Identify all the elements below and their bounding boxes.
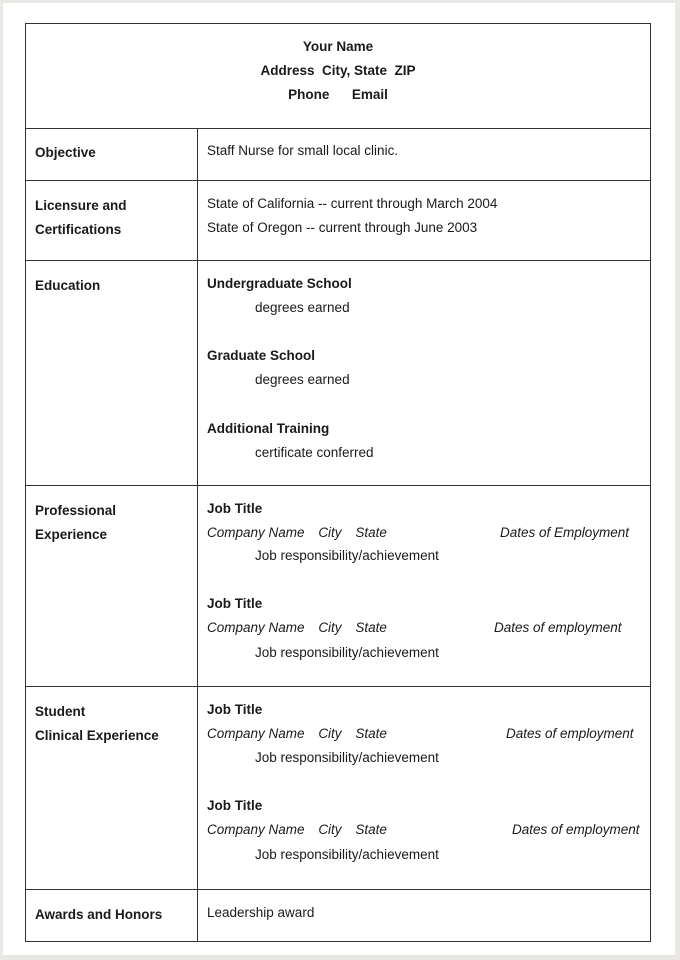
license-item: State of Oregon -- current through June 2003 bbox=[207, 220, 478, 235]
objective-label: Objective bbox=[26, 128, 198, 180]
company-name: Company Name bbox=[207, 620, 305, 635]
job-dates: Dates of employment bbox=[506, 726, 634, 741]
job-responsibility: Job responsibility/achievement bbox=[255, 847, 439, 862]
objective-text: Staff Nurse for small local clinic. bbox=[207, 143, 399, 158]
company-state: State bbox=[355, 726, 387, 741]
job-responsibility: Job responsibility/achievement bbox=[255, 750, 439, 765]
clinical-row bbox=[26, 687, 650, 890]
clinical-label-line2: Clinical Experience bbox=[35, 728, 159, 743]
education-title: Undergraduate School bbox=[207, 276, 352, 291]
professional-row bbox=[26, 486, 650, 687]
job-company-line bbox=[207, 820, 387, 840]
licensure-label-line2: Certifications bbox=[35, 222, 122, 237]
resume-page bbox=[3, 3, 675, 955]
licensure-label bbox=[26, 181, 198, 260]
company-city: City bbox=[318, 525, 342, 540]
resume-header bbox=[26, 24, 650, 129]
education-detail: degrees earned bbox=[255, 372, 350, 387]
professional-label-line1: Professional bbox=[35, 503, 117, 518]
objective-row bbox=[26, 128, 650, 181]
job-dates: Dates of employment bbox=[512, 822, 640, 837]
job-company-line bbox=[207, 724, 387, 744]
company-city: City bbox=[318, 620, 342, 635]
licensure-row bbox=[26, 181, 650, 261]
company-name: Company Name bbox=[207, 822, 305, 837]
job-dates: Dates of Employment bbox=[500, 525, 630, 540]
job-title: Job Title bbox=[207, 798, 263, 813]
education-label: Education bbox=[26, 261, 198, 485]
license-item: State of California -- current through March 2004 bbox=[207, 196, 498, 211]
professional-label bbox=[26, 486, 198, 686]
contact: Phone Email bbox=[288, 87, 388, 102]
address: Address City, State ZIP bbox=[260, 63, 416, 78]
awards-row bbox=[26, 890, 650, 941]
job-title: Job Title bbox=[207, 702, 263, 717]
resume-table bbox=[25, 23, 651, 942]
education-title: Graduate School bbox=[207, 348, 316, 363]
company-state: State bbox=[355, 620, 387, 635]
awards-text: Leadership award bbox=[207, 905, 315, 920]
job-company-line bbox=[207, 523, 387, 543]
clinical-label-line1: Student bbox=[35, 704, 86, 719]
job-title: Job Title bbox=[207, 501, 263, 516]
education-row bbox=[26, 261, 650, 486]
name: Your Name bbox=[302, 39, 374, 54]
clinical-label bbox=[26, 687, 198, 889]
job-title: Job Title bbox=[207, 596, 263, 611]
company-city: City bbox=[318, 822, 342, 837]
company-city: City bbox=[318, 726, 342, 741]
education-detail: degrees earned bbox=[255, 300, 350, 315]
job-dates: Dates of employment bbox=[494, 620, 622, 635]
education-detail: certificate conferred bbox=[255, 445, 374, 460]
job-responsibility: Job responsibility/achievement bbox=[255, 645, 439, 660]
awards-label: Awards and Honors bbox=[26, 890, 198, 941]
company-state: State bbox=[355, 822, 387, 837]
company-state: State bbox=[355, 525, 387, 540]
job-responsibility: Job responsibility/achievement bbox=[255, 548, 439, 563]
company-name: Company Name bbox=[207, 525, 305, 540]
licensure-label-line1: Licensure and bbox=[35, 198, 127, 213]
job-company-line bbox=[207, 618, 387, 638]
company-name: Company Name bbox=[207, 726, 305, 741]
professional-label-line2: Experience bbox=[35, 527, 108, 542]
education-title: Additional Training bbox=[207, 421, 330, 436]
